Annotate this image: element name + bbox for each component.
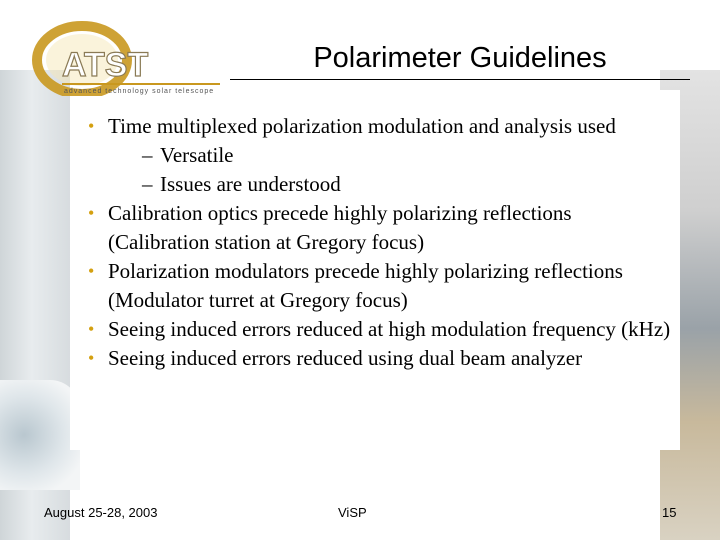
bullet-item	[88, 199, 673, 257]
dash-icon: –	[142, 172, 153, 196]
logo-subtitle: advanced technology solar telescope	[64, 88, 215, 95]
logo-text: ATST	[62, 46, 149, 84]
dash-icon: –	[142, 143, 153, 167]
footer-date: August 25-28, 2003	[44, 505, 158, 520]
bullet-text: Seeing induced errors reduced using dual beam analyzer	[108, 346, 583, 370]
bullet-item	[88, 112, 673, 199]
bullet-dot-icon: •	[88, 261, 95, 281]
footer-center: ViSP	[338, 505, 367, 520]
slide-title: Polarimeter Guidelines	[230, 42, 690, 80]
bullet-text: Polarization modulators precede highly polarizing reflections (Modulator turret at Gregory focus)	[108, 259, 623, 312]
bullet-list	[88, 112, 673, 373]
sub-bullet-text: Versatile	[160, 143, 234, 167]
sub-bullet-text: Issues are understood	[160, 172, 341, 196]
sub-bullet-item	[142, 141, 673, 170]
bullet-item	[88, 344, 673, 373]
sub-bullet-item	[142, 170, 673, 199]
bullet-text: Calibration optics precede highly polarizing reflections (Calibration station at Gregory focus)	[108, 201, 572, 254]
bullet-text: Seeing induced errors reduced at high modulation frequency (kHz)	[108, 317, 671, 341]
sub-bullet-list	[108, 141, 673, 199]
page-number: 15	[662, 505, 677, 520]
bullet-item	[88, 257, 673, 315]
bullet-item	[88, 315, 673, 344]
atst-logo	[32, 18, 222, 96]
bullet-dot-icon: •	[88, 319, 95, 339]
background-telescope-base	[0, 380, 80, 490]
bullet-text: Time multiplexed polarization modulation and analysis used	[108, 114, 616, 138]
bullet-dot-icon: •	[88, 348, 95, 368]
bullet-dot-icon: •	[88, 116, 95, 136]
bullet-dot-icon: •	[88, 203, 95, 223]
